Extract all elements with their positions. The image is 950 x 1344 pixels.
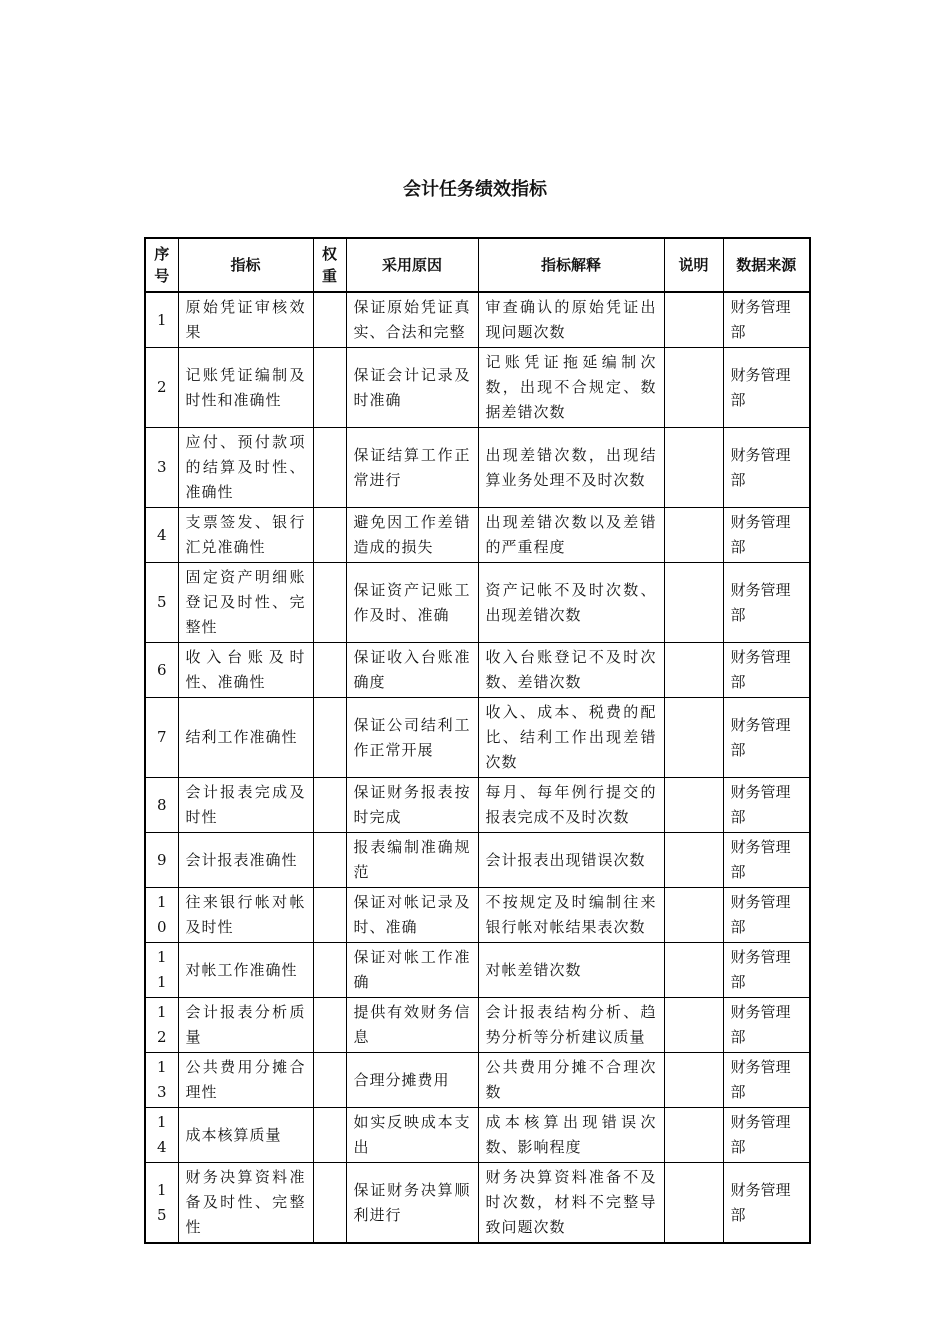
table-row (145, 292, 810, 348)
cell-seq: 8 (145, 778, 178, 833)
cell-weight (313, 563, 346, 643)
cell-seq: 14 (145, 1108, 178, 1163)
document-title: 会计任务绩效指标 (403, 179, 547, 200)
cell-note (664, 833, 723, 888)
table-row (145, 943, 810, 998)
cell-explanation: 不按规定及时编制往来银行帐对帐结果表次数 (478, 888, 664, 943)
table-row (145, 643, 810, 698)
cell-weight (313, 428, 346, 508)
table-body (145, 292, 810, 1243)
cell-source: 财务管理部 (723, 833, 810, 888)
cell-weight (313, 698, 346, 778)
cell-source: 财务管理部 (723, 698, 810, 778)
cell-note (664, 1163, 723, 1244)
cell-reason: 保证财务报表按时完成 (346, 778, 478, 833)
cell-reason: 保证收入台账准确度 (346, 643, 478, 698)
cell-seq: 3 (145, 428, 178, 508)
cell-reason: 保证对帐工作准确 (346, 943, 478, 998)
table-header-row (145, 238, 810, 292)
cell-reason: 避免因工作差错造成的损失 (346, 508, 478, 563)
cell-explanation: 财务决算资料准备不及时次数，材料不完整导致问题次数 (478, 1163, 664, 1244)
cell-reason: 保证会计记录及时准确 (346, 348, 478, 428)
cell-source: 财务管理部 (723, 943, 810, 998)
table-row (145, 833, 810, 888)
cell-explanation: 对帐差错次数 (478, 943, 664, 998)
cell-indicator: 结利工作准确性 (178, 698, 313, 778)
table-row (145, 888, 810, 943)
cell-explanation: 收入台账登记不及时次数、差错次数 (478, 643, 664, 698)
cell-note (664, 1108, 723, 1163)
cell-indicator: 会计报表完成及时性 (178, 778, 313, 833)
header-indicator: 指标 (178, 238, 313, 292)
cell-seq: 9 (145, 833, 178, 888)
cell-seq: 12 (145, 998, 178, 1053)
header-source: 数据来源 (723, 238, 810, 292)
cell-reason: 报表编制准确规范 (346, 833, 478, 888)
cell-explanation: 出现差错次数以及差错的严重程度 (478, 508, 664, 563)
cell-explanation: 公共费用分摊不合理次数 (478, 1053, 664, 1108)
cell-weight (313, 1163, 346, 1244)
cell-indicator: 对帐工作准确性 (178, 943, 313, 998)
cell-indicator: 原始凭证审核效果 (178, 292, 313, 348)
cell-seq: 10 (145, 888, 178, 943)
cell-reason: 保证对帐记录及时、准确 (346, 888, 478, 943)
cell-seq: 5 (145, 563, 178, 643)
header-seq: 序号 (145, 238, 178, 292)
cell-indicator: 往来银行帐对帐及时性 (178, 888, 313, 943)
cell-note (664, 698, 723, 778)
cell-explanation: 资产记帐不及时次数、出现差错次数 (478, 563, 664, 643)
table-row (145, 998, 810, 1053)
header-weight: 权重 (313, 238, 346, 292)
cell-seq: 13 (145, 1053, 178, 1108)
table-row (145, 508, 810, 563)
table-row (145, 348, 810, 428)
cell-weight (313, 943, 346, 998)
table-row (145, 1053, 810, 1108)
cell-source: 财务管理部 (723, 643, 810, 698)
kpi-table (144, 237, 811, 1244)
cell-note (664, 998, 723, 1053)
cell-source: 财务管理部 (723, 998, 810, 1053)
cell-source: 财务管理部 (723, 1053, 810, 1108)
cell-seq: 7 (145, 698, 178, 778)
cell-reason: 合理分摊费用 (346, 1053, 478, 1108)
cell-indicator: 支票签发、银行汇兑准确性 (178, 508, 313, 563)
cell-explanation: 会计报表结构分析、趋势分析等分析建议质量 (478, 998, 664, 1053)
header-note: 说明 (664, 238, 723, 292)
cell-note (664, 292, 723, 348)
cell-indicator: 公共费用分摊合理性 (178, 1053, 313, 1108)
cell-explanation: 每月、每年例行提交的报表完成不及时次数 (478, 778, 664, 833)
cell-source: 财务管理部 (723, 508, 810, 563)
cell-explanation: 记账凭证拖延编制次数，出现不合规定、数据差错次数 (478, 348, 664, 428)
cell-indicator: 记账凭证编制及时性和准确性 (178, 348, 313, 428)
cell-note (664, 508, 723, 563)
cell-weight (313, 643, 346, 698)
cell-weight (313, 508, 346, 563)
cell-explanation: 审查确认的原始凭证出现问题次数 (478, 292, 664, 348)
cell-source: 财务管理部 (723, 1163, 810, 1244)
table-row (145, 563, 810, 643)
table-row (145, 428, 810, 508)
cell-reason: 保证公司结利工作正常开展 (346, 698, 478, 778)
cell-source: 财务管理部 (723, 563, 810, 643)
table-row (145, 698, 810, 778)
cell-source: 财务管理部 (723, 778, 810, 833)
header-explanation: 指标解释 (478, 238, 664, 292)
cell-weight (313, 833, 346, 888)
cell-reason: 保证财务决算顺利进行 (346, 1163, 478, 1244)
table-row (145, 1108, 810, 1163)
cell-seq: 11 (145, 943, 178, 998)
cell-indicator: 应付、预付款项的结算及时性、准确性 (178, 428, 313, 508)
cell-note (664, 563, 723, 643)
cell-explanation: 收入、成本、税费的配比、结利工作出现差错次数 (478, 698, 664, 778)
cell-indicator: 成本核算质量 (178, 1108, 313, 1163)
cell-seq: 15 (145, 1163, 178, 1244)
cell-explanation: 会计报表出现错误次数 (478, 833, 664, 888)
cell-explanation: 出现差错次数，出现结算业务处理不及时次数 (478, 428, 664, 508)
table-row (145, 1163, 810, 1244)
cell-seq: 6 (145, 643, 178, 698)
cell-seq: 2 (145, 348, 178, 428)
cell-explanation: 成本核算出现错误次数、影响程度 (478, 1108, 664, 1163)
cell-note (664, 428, 723, 508)
cell-note (664, 778, 723, 833)
cell-indicator: 固定资产明细账登记及时性、完整性 (178, 563, 313, 643)
cell-indicator: 财务决算资料准备及时性、完整性 (178, 1163, 313, 1244)
cell-indicator: 会计报表准确性 (178, 833, 313, 888)
header-reason: 采用原因 (346, 238, 478, 292)
cell-reason: 保证资产记账工作及时、准确 (346, 563, 478, 643)
cell-reason: 如实反映成本支出 (346, 1108, 478, 1163)
cell-weight (313, 348, 346, 428)
cell-weight (313, 1108, 346, 1163)
cell-indicator: 会计报表分析质量 (178, 998, 313, 1053)
cell-weight (313, 1053, 346, 1108)
cell-source: 财务管理部 (723, 348, 810, 428)
table-row (145, 778, 810, 833)
cell-reason: 保证结算工作正常进行 (346, 428, 478, 508)
cell-note (664, 1053, 723, 1108)
cell-source: 财务管理部 (723, 428, 810, 508)
cell-weight (313, 998, 346, 1053)
cell-note (664, 348, 723, 428)
cell-reason: 提供有效财务信息 (346, 998, 478, 1053)
cell-seq: 1 (145, 292, 178, 348)
cell-source: 财务管理部 (723, 888, 810, 943)
cell-weight (313, 292, 346, 348)
cell-reason: 保证原始凭证真实、合法和完整 (346, 292, 478, 348)
cell-indicator: 收入台账及时性、准确性 (178, 643, 313, 698)
cell-weight (313, 778, 346, 833)
cell-seq: 4 (145, 508, 178, 563)
cell-note (664, 943, 723, 998)
cell-source: 财务管理部 (723, 292, 810, 348)
cell-note (664, 888, 723, 943)
cell-source: 财务管理部 (723, 1108, 810, 1163)
cell-weight (313, 888, 346, 943)
cell-note (664, 643, 723, 698)
